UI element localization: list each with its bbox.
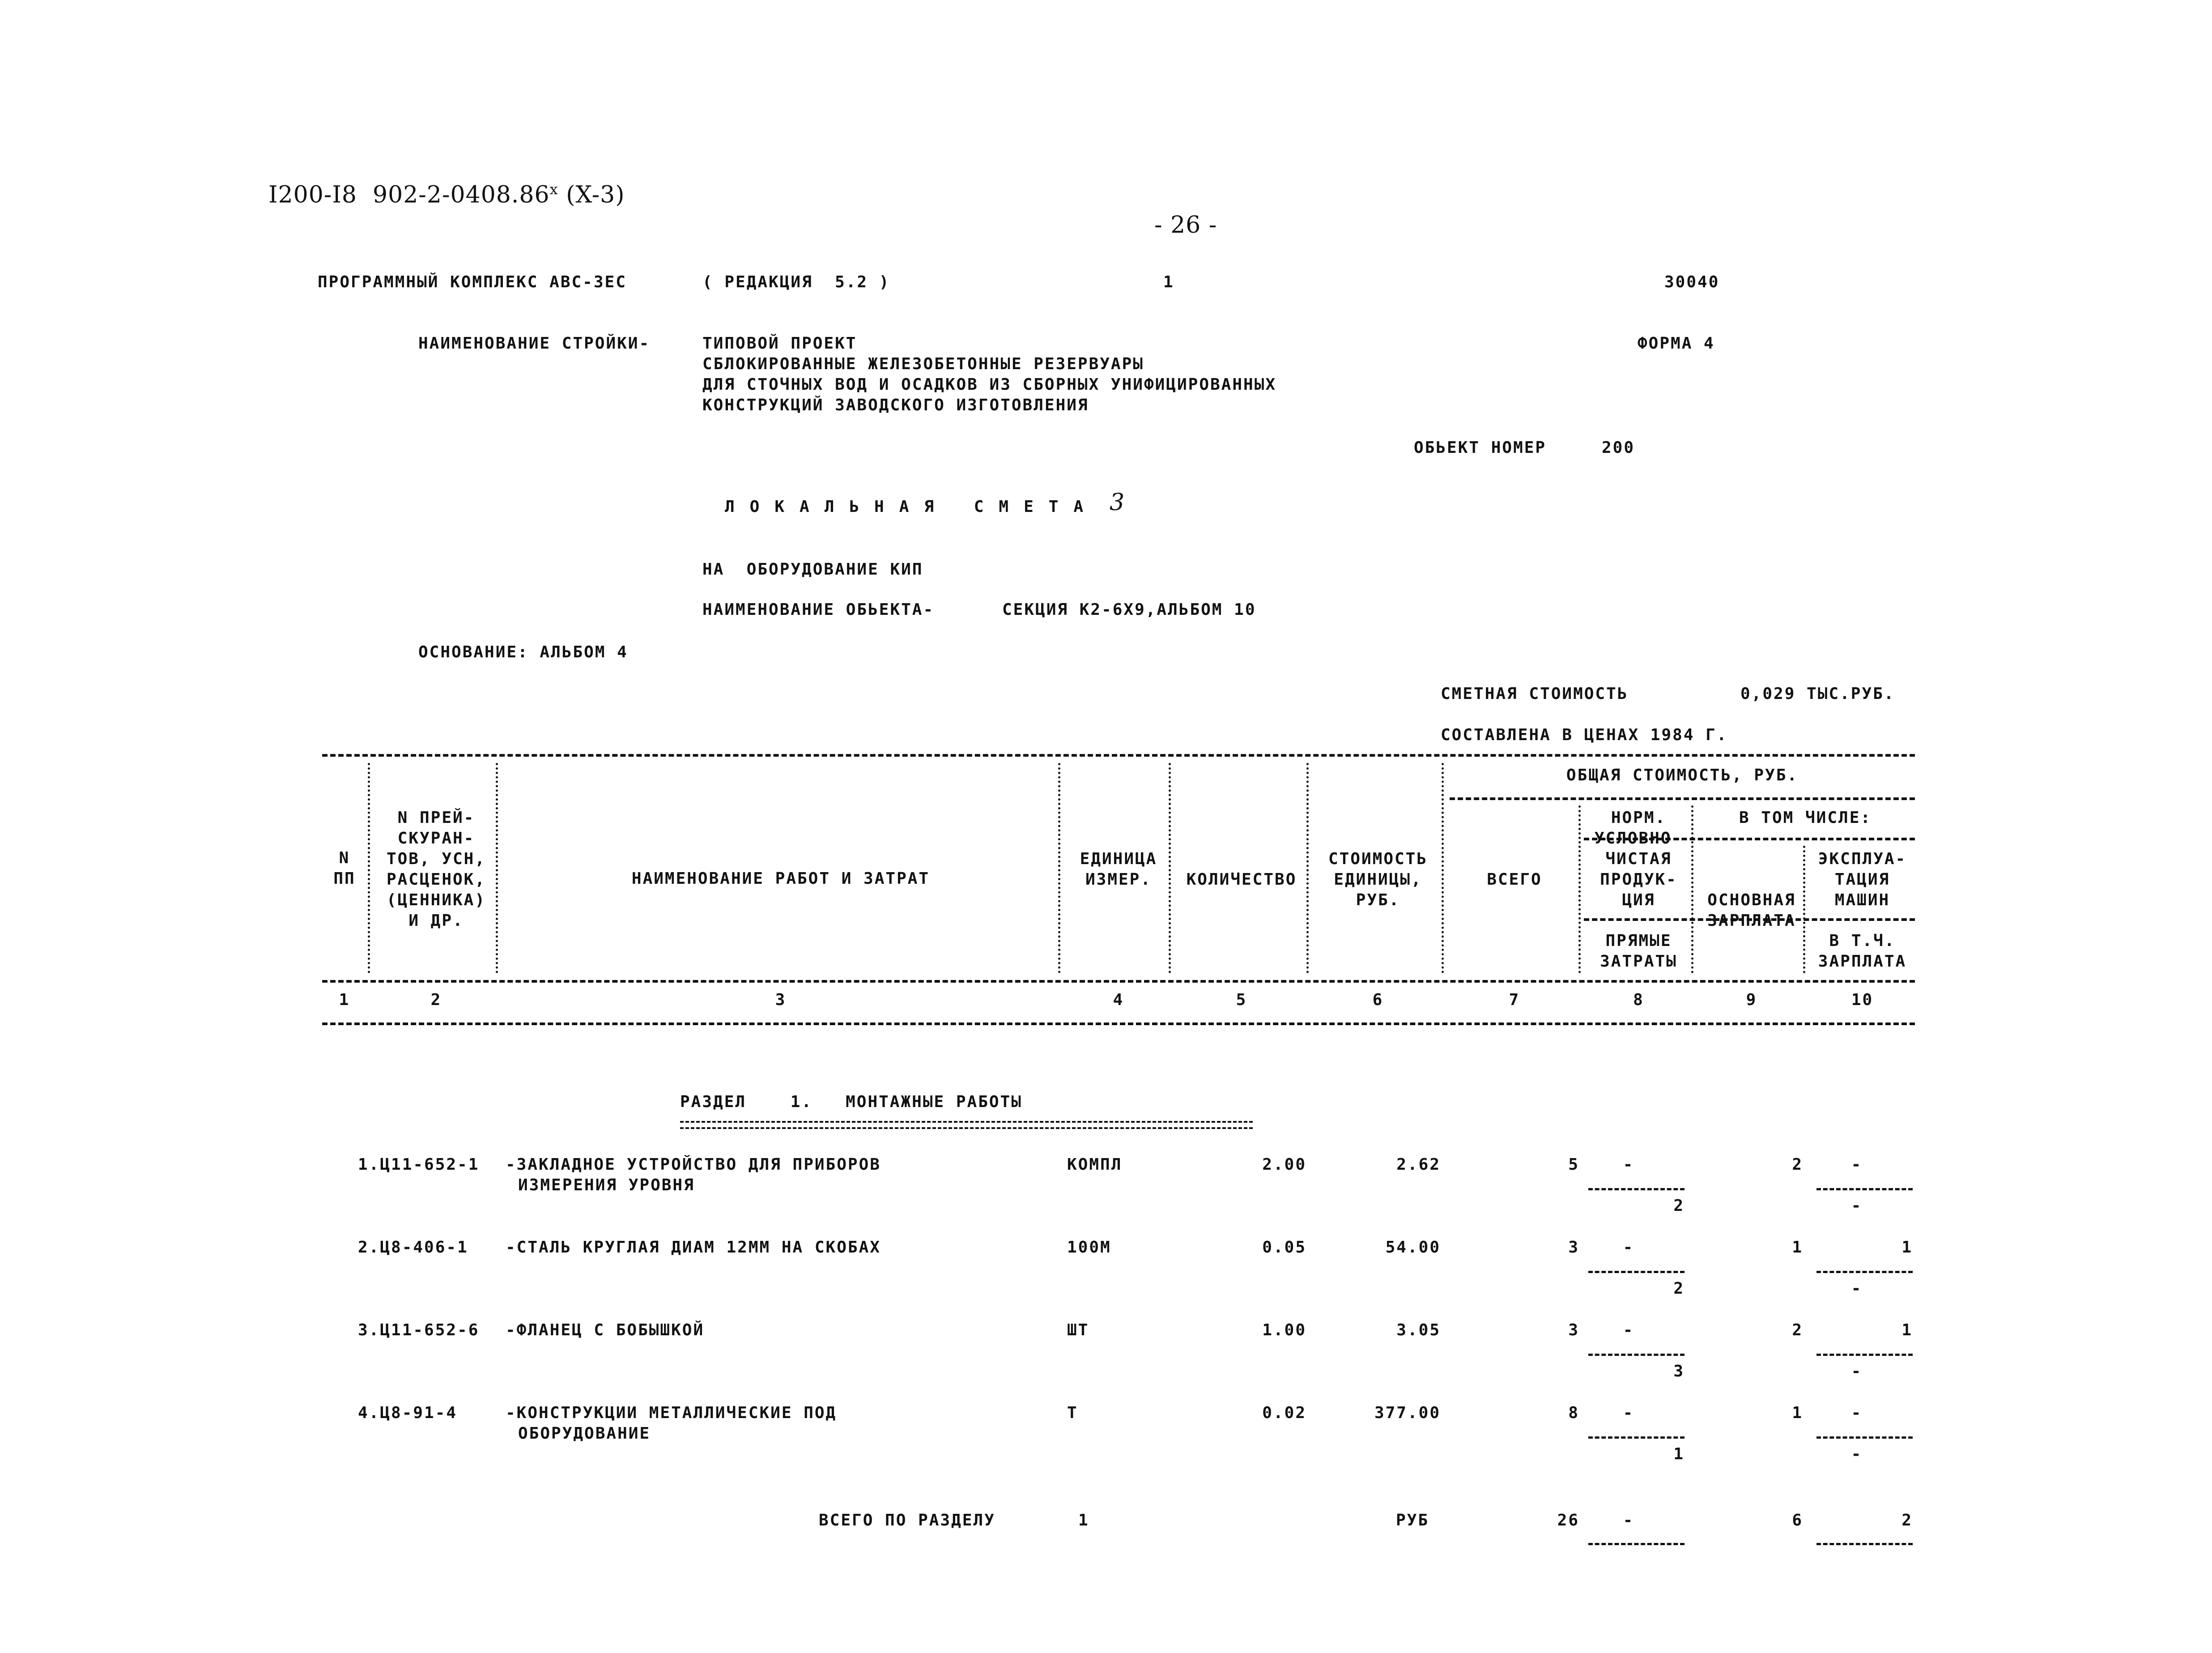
row-name-cont: ИЗМЕРЕНИЯ УРОВНЯ (518, 1176, 695, 1194)
col-number: 1 (339, 991, 350, 1009)
col-number: 5 (1236, 991, 1247, 1009)
row-name: -СТАЛЬ КРУГЛАЯ ДИАМ 12ММ НА СКОБАХ (506, 1238, 881, 1257)
row-nup-wage: 3 (1673, 1362, 1685, 1380)
site-line-3: ДЛЯ СТОЧНЫХ ВОД И ОСАДКОВ ИЗ СБОРНЫХ УНИФИЦИРОВАННЫХ (702, 375, 1277, 394)
col-num-head-2: ПП (333, 869, 356, 888)
row-code: 1.Ц11-652-1 (358, 1155, 480, 1174)
page-number: - 26 - (1154, 212, 1217, 239)
row-unit: Т (1067, 1404, 1078, 1422)
row-wage: 2 (1792, 1155, 1803, 1174)
row-machines: - (1851, 1155, 1863, 1174)
row-nup-wage: 1 (1673, 1445, 1685, 1463)
col-number: 7 (1509, 991, 1520, 1009)
row-machines-wage: - (1851, 1362, 1863, 1380)
col-machines-head-2: ТАЦИЯ (1834, 870, 1890, 889)
fraction-line (1588, 1271, 1685, 1273)
row-unit: 100М (1067, 1238, 1111, 1257)
basis: ОСНОВАНИЕ: АЛЬБОМ 4 (418, 643, 628, 661)
row-name-cont: ОБОРУДОВАНИЕ (518, 1424, 651, 1443)
col-num-head-1: N (339, 849, 350, 867)
price-basis: СОСТАВЛЕНА В ЦЕНАХ 1984 Г. (1441, 726, 1728, 744)
row-total: 8 (1568, 1404, 1579, 1422)
object-name-label: НАИМЕНОВАНИЕ ОБЬЕКТА- (702, 601, 935, 619)
estimate-handwritten-number: 3 (1110, 489, 1125, 516)
object-name: СЕКЦИЯ К2-6Х9,АЛЬБОМ 10 (1002, 601, 1256, 619)
row-wage: 1 (1792, 1404, 1803, 1422)
section-title: РАЗДЕЛ 1. МОНТАЖНЫЕ РАБОТЫ (680, 1093, 1022, 1111)
col-code-head-5: (ЦЕННИКА) (386, 891, 486, 909)
row-total: 3 (1568, 1238, 1579, 1257)
col-nup-head-3: ЧИСТАЯ (1605, 850, 1672, 868)
fraction-line (1816, 1188, 1913, 1190)
col-number: 9 (1746, 991, 1757, 1009)
col-code-head-6: И ДР. (408, 912, 464, 930)
col-name-head: НАИМЕНОВАНИЕ РАБОТ И ЗАТРАТ (631, 869, 930, 888)
section-total-wage: 6 (1792, 1511, 1803, 1529)
site-line-2: СБЛОКИРОВАННЫЕ ЖЕЛЕЗОБЕТОННЫЕ РЕЗЕРВУАРЫ (702, 355, 1144, 373)
row-qty: 1.00 (1262, 1321, 1306, 1339)
col-direct-head-1: ПРЯМЫЕ (1605, 932, 1672, 950)
section-total-nup: - (1623, 1511, 1634, 1529)
row-nup: - (1623, 1404, 1634, 1422)
estimate-title: ЛОКАЛЬНАЯ СМЕТА (725, 498, 1099, 516)
fraction-line (1588, 1188, 1685, 1190)
row-machines-wage: - (1851, 1445, 1863, 1463)
col-nup-head-4: ПРОДУК- (1600, 870, 1677, 889)
col-code-head-4: РАСЦЕНОК, (386, 870, 486, 889)
row-machines-wage: - (1851, 1279, 1863, 1298)
row-nup-wage: 2 (1673, 1279, 1685, 1298)
fraction-line (1588, 1354, 1685, 1356)
col-qty-head: КОЛИЧЕСТВО (1186, 870, 1297, 889)
col-machines-head-1: ЭКСПЛУА- (1818, 850, 1907, 868)
column-separator (496, 763, 507, 973)
row-total: 5 (1568, 1155, 1579, 1174)
fraction-line (1588, 1543, 1685, 1545)
header-bottom-rule (322, 980, 1915, 983)
row-total: 3 (1568, 1321, 1579, 1339)
fraction-line (1816, 1354, 1913, 1356)
col-machines-wage-head-1: В Т.Ч. (1829, 932, 1896, 950)
column-separator (1169, 763, 1180, 973)
col-code-head-2: СКУРАН- (397, 829, 475, 848)
table-top-rule (322, 754, 1915, 757)
row-price: 54.00 (1385, 1238, 1441, 1257)
col-unit-head-2: ИЗМЕР. (1085, 870, 1152, 889)
row-code: 2.Ц8-406-1 (358, 1238, 468, 1257)
row-nup: - (1623, 1238, 1634, 1257)
col-price-head-2: ЕДИНИЦЫ, (1334, 870, 1422, 889)
col-number: 8 (1633, 991, 1644, 1009)
col-total-head: ВСЕГО (1487, 870, 1542, 889)
object-number-label: ОБЬЕКТ НОМЕР (1414, 439, 1547, 457)
estimated-cost-value: 0,029 ТЫС.РУБ. (1740, 685, 1895, 703)
column-separator (1442, 763, 1453, 973)
program-edition: ( РЕДАКЦИЯ 5.2 ) (702, 273, 890, 291)
row-unit: ШТ (1067, 1321, 1089, 1339)
sheet-number: 1 (1163, 273, 1174, 291)
fraction-line (1816, 1436, 1913, 1439)
col-wage-head-2: ЗАРПЛАТА (1707, 912, 1796, 930)
row-nup: - (1623, 1321, 1634, 1339)
col-code-head-3: ТОВ, УСН, (386, 850, 486, 868)
col-nup-head-1: НОРМ. (1611, 809, 1667, 827)
section-total-number: 1 (1078, 1511, 1089, 1529)
section-total-machines: 2 (1901, 1511, 1913, 1529)
row-qty: 2.00 (1262, 1155, 1306, 1174)
site-line-4: КОНСТРУКЦИЙ ЗАВОДСКОГО ИЗГОТОВЛЕНИЯ (702, 396, 1089, 414)
including-head: В ТОМ ЧИСЛЕ: (1739, 809, 1872, 827)
program-name: ПРОГРАММНЫЙ КОМПЛЕКС АВС-3ЕС (318, 273, 627, 291)
numbers-bottom-rule (322, 1022, 1915, 1025)
code-number: 30040 (1664, 273, 1720, 291)
row-machines: - (1851, 1404, 1863, 1422)
estimate-for: НА ОБОРУДОВАНИЕ КИП (702, 560, 923, 579)
row-qty: 0.05 (1262, 1238, 1306, 1257)
row-price: 377.00 (1374, 1404, 1441, 1422)
row-nup-wage: 2 (1673, 1197, 1685, 1215)
row-price: 3.05 (1396, 1321, 1441, 1339)
column-separator (1691, 805, 1702, 973)
col-nup-head-2: УСЛОВНО- (1594, 829, 1683, 848)
row-machines: 1 (1901, 1238, 1913, 1257)
row-name: -ЗАКЛАДНОЕ УСТРОЙСТВО ДЛЯ ПРИБОРОВ (506, 1155, 881, 1174)
col-wage-head-1: ОСНОВНАЯ (1707, 891, 1796, 909)
row-wage: 2 (1792, 1321, 1803, 1339)
fraction-line (1816, 1271, 1913, 1273)
section-total-value: 26 (1557, 1511, 1579, 1529)
col-number: 10 (1851, 991, 1874, 1009)
section-total-unit: РУБ (1396, 1511, 1429, 1529)
col-number: 3 (775, 991, 787, 1009)
fraction-line (1588, 1436, 1685, 1439)
col-unit-head-1: ЕДИНИЦА (1080, 850, 1157, 868)
col-machines-wage-head-2: ЗАРПЛАТА (1818, 952, 1907, 971)
site-line-1: ТИПОВОЙ ПРОЕКТ (702, 334, 857, 353)
row-wage: 1 (1792, 1238, 1803, 1257)
col-code-head-1: N ПРЕЙ- (397, 809, 475, 827)
row-machines-wage: - (1851, 1197, 1863, 1215)
col-price-head-1: СТОИМОСТЬ (1328, 850, 1428, 868)
col-price-head-3: РУБ. (1356, 891, 1400, 909)
total-group-rule (1450, 797, 1915, 800)
object-number: 200 (1602, 439, 1635, 457)
row-code: 3.Ц11-652-6 (358, 1321, 480, 1339)
estimated-cost-label: СМЕТНАЯ СТОИМОСТЬ (1441, 685, 1629, 703)
section-underline (680, 1121, 1253, 1129)
fraction-line (1816, 1543, 1913, 1545)
row-nup: - (1623, 1155, 1634, 1174)
col-number: 2 (430, 991, 442, 1009)
row-machines: 1 (1901, 1321, 1913, 1339)
row-code: 4.Ц8-91-4 (358, 1404, 458, 1422)
site-label: НАИМЕНОВАНИЕ СТРОЙКИ- (418, 334, 651, 353)
row-unit: КОМПЛ (1067, 1155, 1123, 1174)
col-number: 6 (1372, 991, 1384, 1009)
section-total-label: ВСЕГО ПО РАЗДЕЛУ (819, 1511, 995, 1529)
row-price: 2.62 (1396, 1155, 1441, 1174)
col-machines-head-3: МАШИН (1834, 891, 1890, 909)
sheet-code: I200-I8 $902-2-0408.86^х$ (X-3) (268, 181, 625, 209)
col-number: 4 (1113, 991, 1124, 1009)
total-group-head: ОБЩАЯ СТОИМОСТЬ, РУБ. (1566, 766, 1799, 784)
row-qty: 0.02 (1262, 1404, 1306, 1422)
col-direct-head-2: ЗАТРАТЫ (1600, 952, 1677, 971)
row-name: -КОНСТРУКЦИИ МЕТАЛЛИЧЕСКИЕ ПОД (506, 1404, 837, 1422)
row-name: -ФЛАНЕЦ С БОБЫШКОЙ (506, 1321, 705, 1339)
form-label: ФОРМА 4 (1638, 334, 1715, 353)
col-nup-head-5: ЦИЯ (1622, 891, 1655, 909)
